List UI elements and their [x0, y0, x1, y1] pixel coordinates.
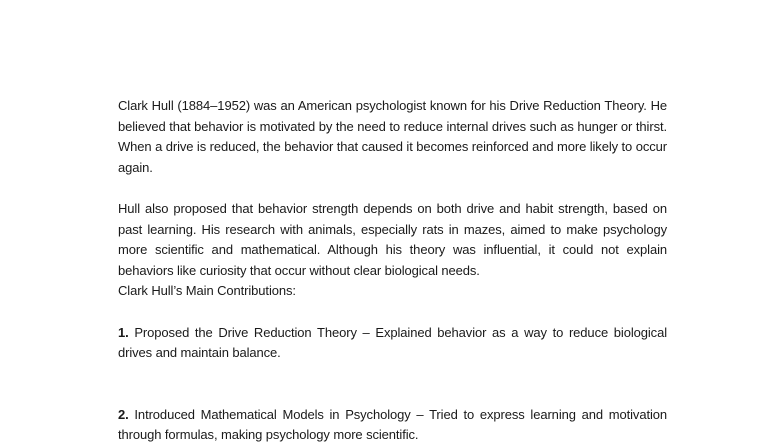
contribution-text: Introduced Mathematical Models in Psychology – Tried to express learning and motivation through formulas, making psychology more scientific. [118, 406, 668, 442]
contribution-text: Proposed the Drive Reduction Theory – Explained behavior as a way to reduce biological drives and maintain balance. [118, 324, 667, 360]
paragraph-spacer [118, 364, 667, 405]
paragraph-spacer [118, 302, 667, 323]
paragraph-spacer [118, 178, 667, 199]
contribution-number: 1. [118, 324, 129, 340]
contribution-number: 2. [118, 406, 129, 422]
contribution-item-2 [118, 405, 667, 446]
document-body [118, 96, 667, 446]
theory-paragraph: Hull also proposed that behavior strength depends on both drive and habit strength, based on past learning. His research with animals, especially rats in mazes, aimed to make psychology more scientific and mathematical. Although his theory was influential, it could not explain behaviors like curiosity that occur without clear biological needs. [118, 201, 667, 278]
intro-paragraph: Clark Hull (1884–1952) was an American psychologist known for his Drive Reduction Theory. He believed that behavior is motivated by the need to reduce internal drives such as hunger or thirst. When a drive is reduced, the behavior that caused it becomes reinforced and more likely to occur again. [118, 98, 667, 175]
contributions-heading: Clark Hull’s Main Contributions: [118, 283, 296, 298]
contribution-item-1 [118, 323, 667, 364]
